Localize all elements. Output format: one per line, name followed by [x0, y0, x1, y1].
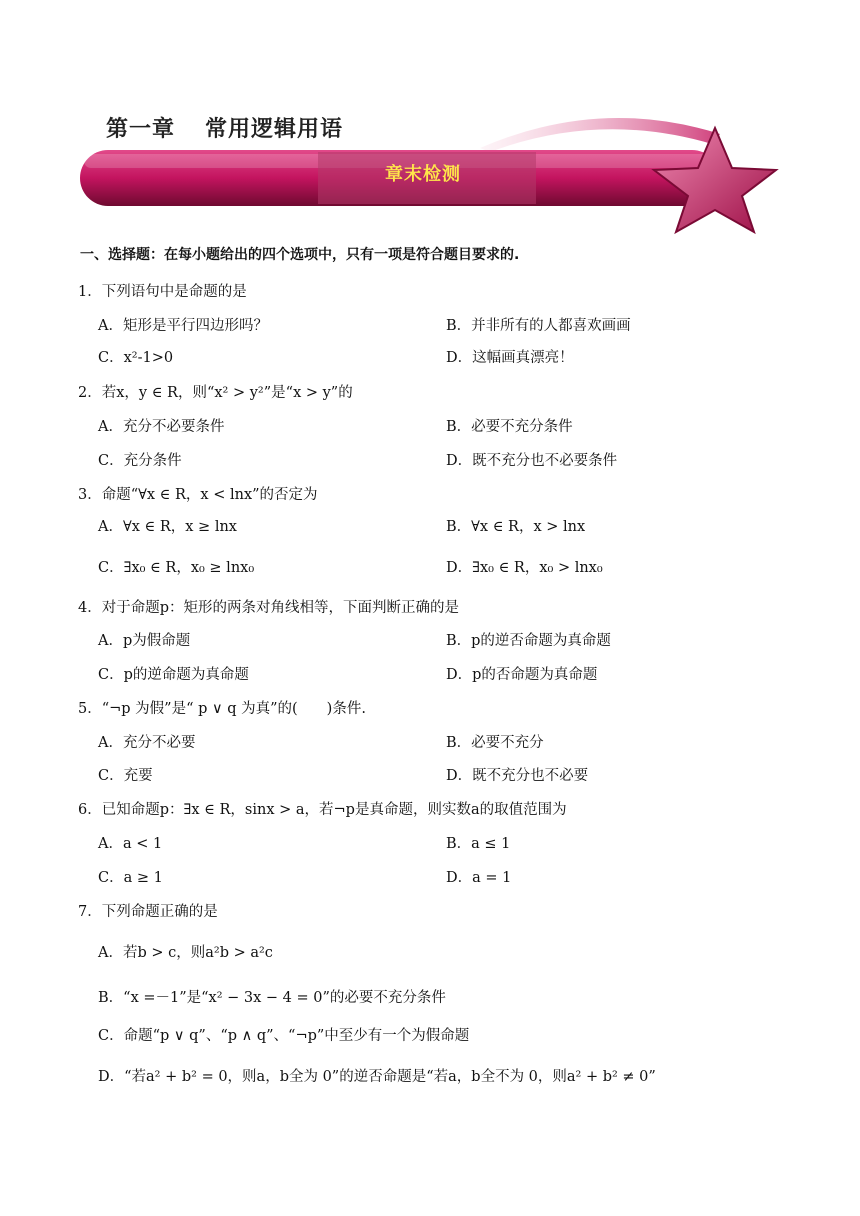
question-5-option-b: B．必要不充分: [446, 735, 544, 751]
question-2-option-b: B．必要不充分条件: [446, 419, 573, 435]
question-3-option-c: C．∃x₀ ∈ R，x₀ ≥ lnx₀: [98, 560, 255, 576]
section-title: 章末检测: [385, 164, 461, 185]
question-4-option-b: B．p的逆否命题为真命题: [446, 633, 611, 649]
question-2-option-a: A．充分不必要条件: [98, 419, 225, 435]
question-4-stem: 4．对于命题p：矩形的两条对角线相等，下面判断正确的是: [78, 600, 460, 616]
section-heading: 一、选择题：在每小题给出的四个选项中，只有一项是符合题目要求的.: [80, 247, 520, 263]
question-6-stem: 6．已知命题p：∃x ∈ R，sinx > a，若¬p是真命题，则实数a的取值范围为: [78, 802, 567, 818]
question-4-option-c: C．p的逆命题为真命题: [98, 667, 249, 683]
question-7-option-a: A．若b > c，则a²b > a²c: [98, 945, 273, 961]
question-7-option-c: C．命题“p ∨ q”、“p ∧ q”、“¬p”中至少有一个为假命题: [98, 1028, 470, 1044]
question-1-option-d: D．这幅画真漂亮！: [446, 350, 574, 366]
question-1-option-b: B．并非所有的人都喜欢画画: [446, 318, 631, 334]
question-3-option-d: D．∃x₀ ∈ R，x₀ > lnx₀: [446, 560, 603, 576]
question-6-option-a: A．a < 1: [98, 836, 163, 852]
question-1-option-a: A．矩形是平行四边形吗？: [98, 318, 268, 334]
question-5-option-a: A．充分不必要: [98, 735, 196, 751]
question-5-option-c: C．充要: [98, 768, 153, 784]
question-7-option-b: B．“x =－1”是“x² − 3x − 4 = 0”的必要不充分条件: [98, 990, 446, 1006]
question-3-option-b: B．∀x ∈ R，x > lnx: [446, 519, 586, 535]
chapter-number: 第一章: [106, 117, 176, 142]
chapter-header: [106, 112, 343, 143]
question-1-stem: 1．下列语句中是命题的是: [78, 284, 247, 300]
question-3-stem: 3．命题“∀x ∈ R，x < lnx”的否定为: [78, 487, 318, 503]
question-1-option-c: C．x²-1>0: [98, 350, 174, 366]
question-3-option-a: A．∀x ∈ R，x ≥ lnx: [98, 519, 237, 535]
question-7-option-d: D．“若a² + b² = 0，则a，b全为 0”的逆否命题是“若a，b全不为 0，则a² + b² ≠ 0”: [98, 1069, 656, 1085]
question-5-stem: 5．“¬p 为假”是“ p ∨ q 为真”的( )条件.: [78, 701, 366, 717]
question-2-option-d: D．既不充分也不必要条件: [446, 453, 618, 469]
question-4-option-d: D．p的否命题为真命题: [446, 667, 598, 683]
question-2-stem: 2．若x，y ∈ R，则“x² > y²”是“x > y”的: [78, 385, 353, 401]
question-6-option-d: D．a = 1: [446, 870, 512, 886]
question-2-option-c: C．充分条件: [98, 453, 182, 469]
chapter-title: 常用逻辑用语: [205, 117, 344, 142]
question-6-option-c: C．a ≥ 1: [98, 870, 163, 886]
question-4-option-a: A．p为假命题: [98, 633, 191, 649]
star-icon: [654, 128, 776, 232]
question-5-option-d: D．既不充分也不必要: [446, 768, 589, 784]
question-7-stem: 7．下列命题正确的是: [78, 904, 218, 920]
question-6-option-b: B．a ≤ 1: [446, 836, 511, 852]
